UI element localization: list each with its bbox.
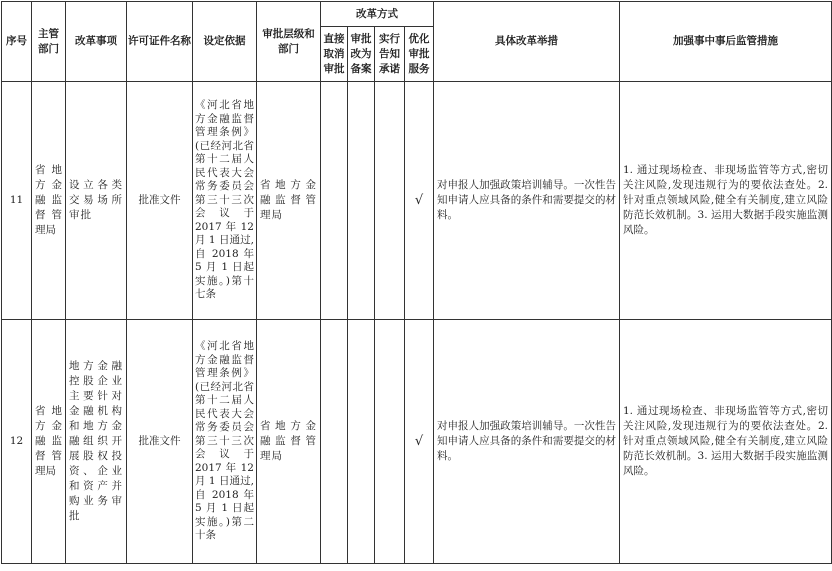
header-basis: 设定依据 — [193, 2, 257, 82]
header-supervision: 加强事中事后监管措施 — [620, 2, 832, 82]
header-mode-promise: 实行告知承诺 — [375, 27, 405, 82]
cell-supervision: 1. 通过现场检查、非现场监管等方式,密切关注风险,发现违规行为的要依法查处。2. 针对重点领域风险,健全有关制度,建立风险防范长效机制。3. 运用大数据手段实施监测风险。 — [620, 320, 832, 564]
cell-mode-cancel — [321, 82, 348, 320]
header-dept: 主管部门 — [32, 2, 66, 82]
cell-seq: 12 — [2, 320, 32, 564]
cell-supervision: 1. 通过现场检查、非现场监管等方式,密切关注风险,发现违规行为的要依法查处。2. 针对重点领域风险,健全有关制度,建立风险防范长效机制。3. 运用大数据手段实施监测风险。 — [620, 82, 832, 320]
header-level: 审批层级和部门 — [257, 2, 321, 82]
cell-mode-filing — [348, 320, 375, 564]
header-mode-cancel: 直接取消审批 — [321, 27, 348, 82]
cell-license: 批准文件 — [127, 82, 193, 320]
cell-mode-optimize: √ — [405, 82, 434, 320]
cell-basis: 《河北省地方金融监督管理条例》(已经河北省第十二届人民代表大会常务委员会第三十三次会议于 2017 年 12 月 1 日通过,自 2018 年 5 月 1 日起实施。)第二十条 — [193, 320, 257, 564]
cell-level: 省地方金融监督管理局 — [257, 82, 321, 320]
header-item: 改革事项 — [66, 2, 127, 82]
cell-mode-promise — [375, 82, 405, 320]
reform-table — [1, 1, 832, 564]
header-reform-mode: 改革方式 — [321, 2, 434, 27]
cell-item: 地方金融控股企业主要针对金融机构和地方金融组织开展股权投资、企业和资产并购业务审批 — [66, 320, 127, 564]
header-license: 许可证件名称 — [127, 2, 193, 82]
header-mode-filing: 审批改为备案 — [348, 27, 375, 82]
cell-dept: 省地方金融监督管理局 — [32, 320, 66, 564]
cell-mode-optimize: √ — [405, 320, 434, 564]
cell-level: 省地方金融监督管理局 — [257, 320, 321, 564]
cell-measures: 对申报人加强政策培训辅导。一次性告知申请人应具备的条件和需要提交的材料。 — [434, 320, 620, 564]
cell-mode-cancel — [321, 320, 348, 564]
header-measures: 具体改革举措 — [434, 2, 620, 82]
cell-item: 设立各类交易场所审批 — [66, 82, 127, 320]
cell-mode-filing — [348, 82, 375, 320]
cell-mode-promise — [375, 320, 405, 564]
header-seq: 序号 — [2, 2, 32, 82]
cell-measures: 对申报人加强政策培训辅导。一次性告知申请人应具备的条件和需要提交的材料。 — [434, 82, 620, 320]
cell-license: 批准文件 — [127, 320, 193, 564]
table-row — [2, 320, 832, 564]
table-row — [2, 82, 832, 320]
header-mode-optimize: 优化审批服务 — [405, 27, 434, 82]
cell-dept: 省地方金融监督管理局 — [32, 82, 66, 320]
cell-basis: 《河北省地方金融监督管理条例》(已经河北省第十二届人民代表大会常务委员会第三十三次会议于 2017 年 12 月 1 日通过,自 2018 年 5 月 1 日起实施。)第十七条 — [193, 82, 257, 320]
cell-seq: 11 — [2, 82, 32, 320]
